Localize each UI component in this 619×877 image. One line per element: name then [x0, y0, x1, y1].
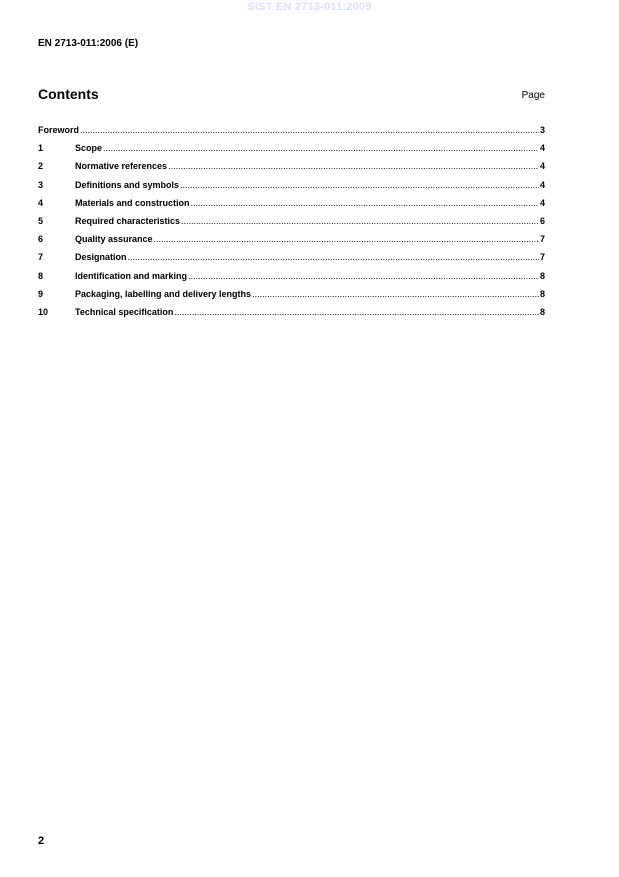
- toc-entry-number: 4: [38, 197, 44, 208]
- toc-leader-dots: [103, 142, 539, 154]
- toc-leader-dots: [80, 124, 539, 136]
- toc-entry-number: 5: [38, 215, 44, 226]
- toc-leader-dots: [181, 215, 539, 227]
- toc-leader-dots: [180, 179, 539, 191]
- toc-entry-number: 7: [38, 252, 44, 263]
- toc-entry-technical-specification[interactable]: [38, 306, 545, 324]
- toc-entry-materials[interactable]: [38, 197, 545, 215]
- document-identifier: EN 2713-011:2006 (E): [38, 38, 139, 49]
- toc-entry-page: 7: [539, 234, 545, 245]
- toc-entry-number: 3: [38, 179, 44, 190]
- toc-entry-title: Identification and marking: [75, 270, 188, 281]
- toc-entry-page: 6: [539, 215, 545, 226]
- toc-entry-title: Designation: [75, 252, 127, 263]
- toc-leader-dots: [154, 233, 539, 245]
- toc-entry-quality-assurance[interactable]: [38, 233, 545, 251]
- toc-entry-page: 8: [539, 288, 545, 299]
- toc-entry-definitions[interactable]: [38, 179, 545, 197]
- toc-entry-title: Definitions and symbols: [75, 179, 180, 190]
- toc-entry-page: 4: [539, 179, 545, 190]
- toc-entry-page: 7: [539, 252, 545, 263]
- toc-leader-dots: [188, 270, 539, 282]
- toc-leader-dots: [168, 160, 539, 172]
- toc-leader-dots: [128, 251, 539, 263]
- toc-entry-packaging[interactable]: [38, 288, 545, 306]
- footer-page-number: 2: [38, 835, 45, 847]
- toc-entry-normative-references[interactable]: [38, 160, 545, 178]
- toc-entry-number: 1: [38, 143, 44, 154]
- toc-entry-page: 3: [539, 125, 545, 135]
- toc-entry-page: 4: [539, 143, 545, 154]
- watermark: SIST EN 2713-011:2009: [247, 1, 372, 13]
- toc-entry-title: Materials and construction: [75, 197, 190, 208]
- toc-entry-title: Normative references: [75, 161, 168, 172]
- toc-leader-dots: [252, 288, 539, 300]
- toc-entry-title: Packaging, labelling and delivery lengths: [75, 288, 252, 299]
- toc-entry-number: 10: [38, 306, 49, 317]
- toc-entry-foreword[interactable]: [38, 124, 545, 142]
- toc-entry-title: Foreword: [38, 125, 80, 135]
- toc-entry-number: 2: [38, 161, 44, 172]
- toc-entry-required-characteristics[interactable]: [38, 215, 545, 233]
- toc-entry-title: Scope: [75, 143, 103, 154]
- toc-leader-dots: [174, 306, 539, 318]
- toc-entry-scope[interactable]: [38, 142, 545, 160]
- toc-entry-page: 4: [539, 161, 545, 172]
- toc-leader-dots: [191, 197, 539, 209]
- toc-entry-title: Required characteristics: [75, 215, 181, 226]
- toc-entry-number: 8: [38, 270, 44, 281]
- toc-entry-title: Quality assurance: [75, 234, 153, 245]
- toc-entry-number: 9: [38, 288, 44, 299]
- toc-entry-page: 8: [539, 270, 545, 281]
- toc-entry-identification[interactable]: [38, 270, 545, 288]
- table-of-contents: [38, 124, 545, 324]
- contents-heading: Contents: [38, 86, 99, 102]
- toc-entry-page: 4: [539, 197, 545, 208]
- toc-entry-title: Technical specification: [75, 306, 174, 317]
- toc-entry-designation[interactable]: [38, 251, 545, 269]
- toc-entry-page: 8: [539, 306, 545, 317]
- toc-entry-number: 6: [38, 234, 44, 245]
- page-column-label: Page: [521, 90, 545, 101]
